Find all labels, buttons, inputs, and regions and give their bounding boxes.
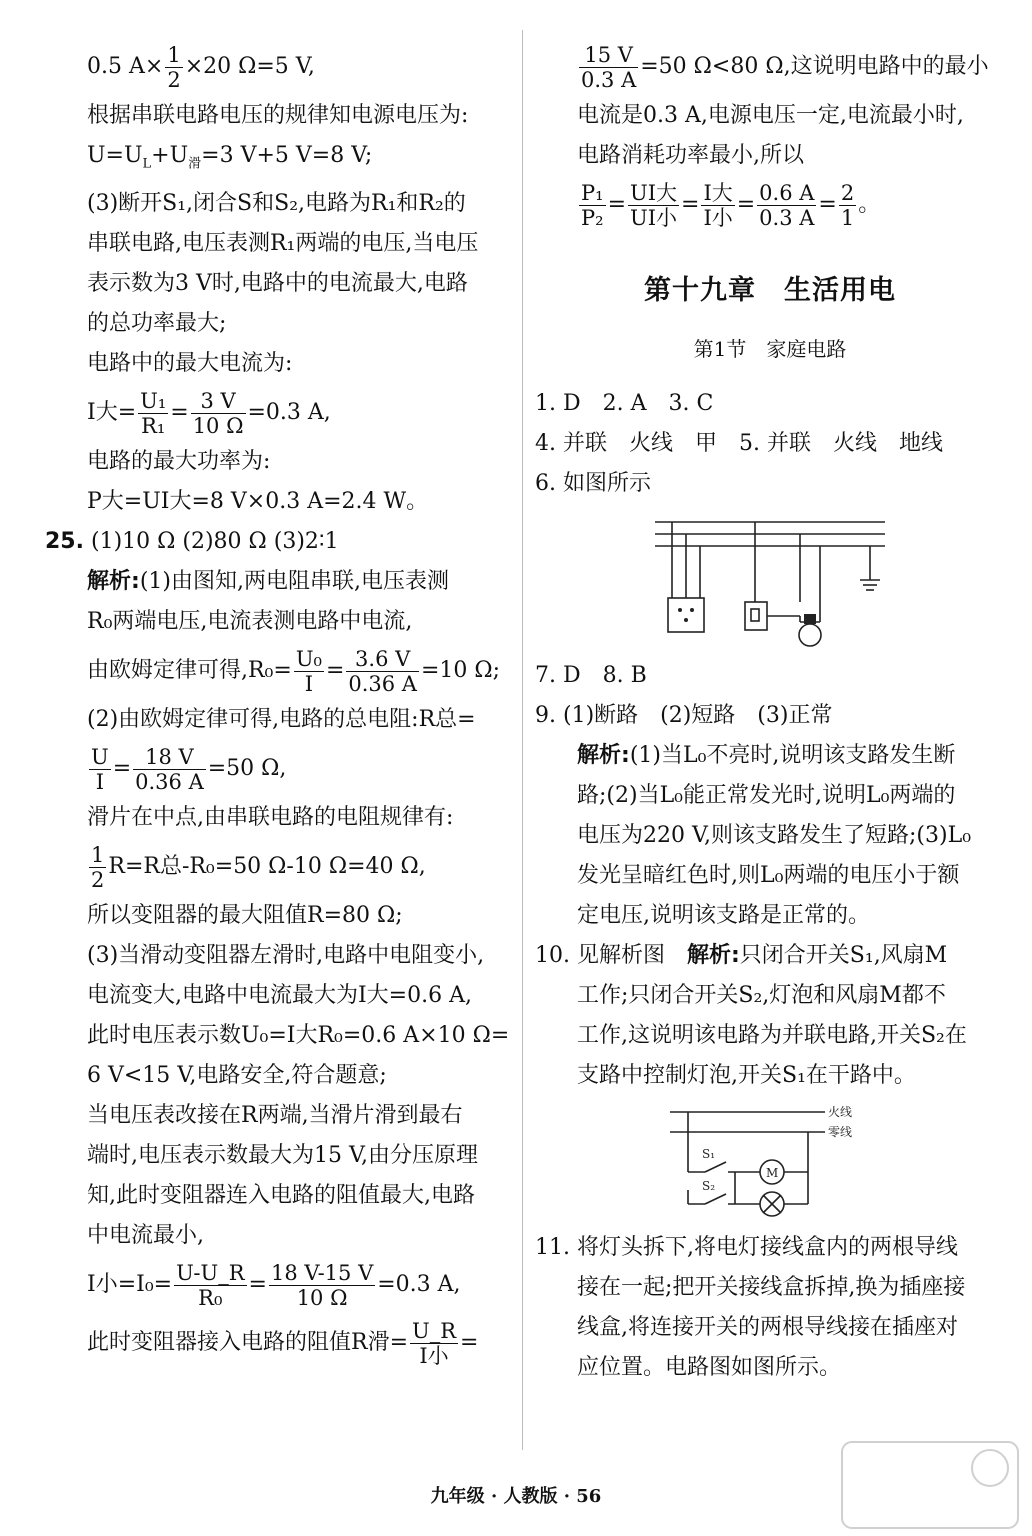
text-line: 的总功率最大; [87, 311, 227, 337]
equation-line: $\frac{1}{2}$ R=R总-R₀=50 Ω-10 Ω=40 Ω, [91, 842, 426, 892]
equation-line: $\frac{U}{I}$ = $\frac{18 V}{0.36 A}$ =50 Ω, [91, 744, 287, 794]
text-line: 电路中的最大电流为: [87, 351, 293, 377]
chapter-title: 第十九章 生活用电 [644, 275, 896, 306]
text-line: 解析:(1)当L₀不亮时,说明该支路发生断 [577, 743, 956, 768]
answer-line: 9. (1)断路 (2)短路 (3)正常 [535, 703, 833, 728]
text-line: 线盒,将连接开关的两根导线接在插座对 [577, 1315, 958, 1340]
fig2-motor-label: M [766, 1166, 779, 1180]
fig2-s2-label: S₂ [702, 1179, 716, 1193]
text-line: $U=U_L+U_滑=3$ V+5 V=8 V; [87, 143, 373, 172]
fig2-s1-label: S₁ [702, 1147, 716, 1161]
text-line: 电流是0.3 A,电源电压一定,电流最小时, [577, 103, 964, 128]
text-line: 电路的最大功率为: [87, 449, 271, 475]
text-line: 当电压表改接在R两端,当滑片滑到最右 [87, 1103, 463, 1129]
column-divider [522, 30, 523, 1450]
text-line: 根据串联电路电压的规律知电源电压为: [87, 103, 469, 128]
text-line: P大=UI大=8 V×0.3 A=2.4 W。 [87, 489, 429, 515]
answer-line: 6. 如图所示 [535, 471, 651, 496]
equation-line: I小=I₀= $\frac{U-U\_R}{\text{R₀}}$ = $\frac{18 V-15 V}{10 \Omega}$ =0.3 A, [87, 1260, 461, 1310]
text-line: 工作,这说明该电路为并联电路,开关S₂在 [577, 1023, 967, 1048]
text-line: 支路中控制灯泡,开关S₁在干路中。 [577, 1063, 916, 1088]
text-line: 工作;只闭合开关S₂,灯泡和风扇M都不 [577, 983, 946, 1008]
watermark-logo [840, 1440, 1020, 1530]
text-line: (3)当滑动变阻器左滑时,电路中电阻变小, [87, 943, 485, 969]
text-line: 解析:(1)由图知,两电阻串联,电压表测 [87, 569, 449, 595]
answer-line: 4. 并联 火线 甲 5. 并联 火线 地线 [535, 431, 943, 456]
text-line: 表示数为3 V时,电路中的电流最大,电路 [87, 271, 468, 297]
text-line: R₀两端电压,电流表测电路中电流, [87, 609, 413, 635]
equation-line: 由欧姆定律可得,R₀= $\frac{\text{U₀}}{I}$ = $\frac{3.6 V}{0.36 A}$ =10 Ω; [87, 646, 501, 696]
answer-line: 11. 将灯头拆下,将电灯接线盒内的两根导线 [535, 1235, 958, 1260]
household-circuit-diagram-1 [650, 510, 890, 650]
text-line: (2)由欧姆定律可得,电路的总电阻:R总= [87, 707, 476, 733]
left-column [45, 38, 515, 1372]
text-line: 串联电路,电压表测R₁两端的电压,当电压 [87, 231, 479, 257]
text-line: 电流变大,电路中电流最大为I大=0.6 A, [87, 983, 472, 1009]
text-line: 电压为220 V,则该支路发生了短路;(3)L₀ [577, 823, 972, 848]
text-line: 端时,电压表示数最大为15 V,由分压原理 [87, 1143, 479, 1169]
text-line: 路;(2)当L₀能正常发光时,说明L₀两端的 [577, 783, 956, 808]
text-line: 接在一起;把开关接线盒拆掉,换为插座接 [577, 1275, 966, 1300]
text-line: 电路消耗功率最小,所以 [577, 143, 804, 168]
answer-line: 7. D 8. B [535, 663, 647, 688]
text-line: 应位置。电路图如图所示。 [577, 1355, 842, 1380]
text-line: 6 V<15 V,电路安全,符合题意; [87, 1063, 387, 1089]
equation-line: $\frac{15 V}{0.3 A}$ =50 Ω<80 Ω,这说明电路中的最小 [581, 42, 989, 92]
text-line: 所以变阻器的最大阻值R=80 Ω; [87, 903, 403, 929]
section-title: 第1节 家庭电路 [693, 337, 847, 361]
text-line: (3)断开S₁,闭合S和S₂,电路为R₁和R₂的 [87, 191, 466, 217]
page-footer: 九年级 · 人教版 · 56 [430, 1486, 602, 1507]
text-line: 此时电压表示数U₀=I大R₀=0.6 A×10 Ω= [87, 1023, 510, 1049]
question-25-answer: 25. (1)10 Ω (2)80 Ω (3)2∶1 [45, 529, 339, 555]
equation-line: 此时变阻器接入电路的阻值R滑= $\frac{U\_R}{\text{I小}}$ = [87, 1318, 479, 1368]
fig2-live-label: 火线 [828, 1105, 853, 1119]
text-line: 中电流最小, [87, 1223, 204, 1249]
fan-lamp-circuit-diagram [660, 1102, 880, 1222]
answer-line: 1. D 2. A 3. C [535, 391, 714, 416]
text-line: 0.5 A× $\frac{1}{2}$ ×20 Ω=5 V, [87, 42, 315, 92]
text-line: 滑片在中点,由串联电路的电阻规律有: [87, 805, 454, 831]
right-column [535, 38, 1005, 1388]
fig2-neutral-label: 零线 [828, 1125, 853, 1139]
equation-line: $\frac{\text{P₁}}{\text{P₂}}$ = $\frac{\text{UI大}}{\text{UI小}}$ = $\frac{\text{I大}}{\text{I小}}$ = $\frac{0.6 A}{0.3 A}$ = $\frac{2}{1}$ 。 [581, 180, 881, 230]
text-line: 发光呈暗红色时,则L₀两端的电压小于额 [577, 863, 960, 888]
text-line: 知,此时变阻器连入电路的阻值最大,电路 [87, 1183, 475, 1209]
text-line: 定电压,说明该支路是正常的。 [577, 903, 870, 928]
answer-line: 10. 见解析图 解析:只闭合开关S₁,风扇M [535, 943, 948, 968]
equation-line: I大= $\frac{\text{U₁}}{\text{R₁}}$ = $\frac{3 V}{10 \Omega}$ =0.3 A, [87, 388, 331, 438]
